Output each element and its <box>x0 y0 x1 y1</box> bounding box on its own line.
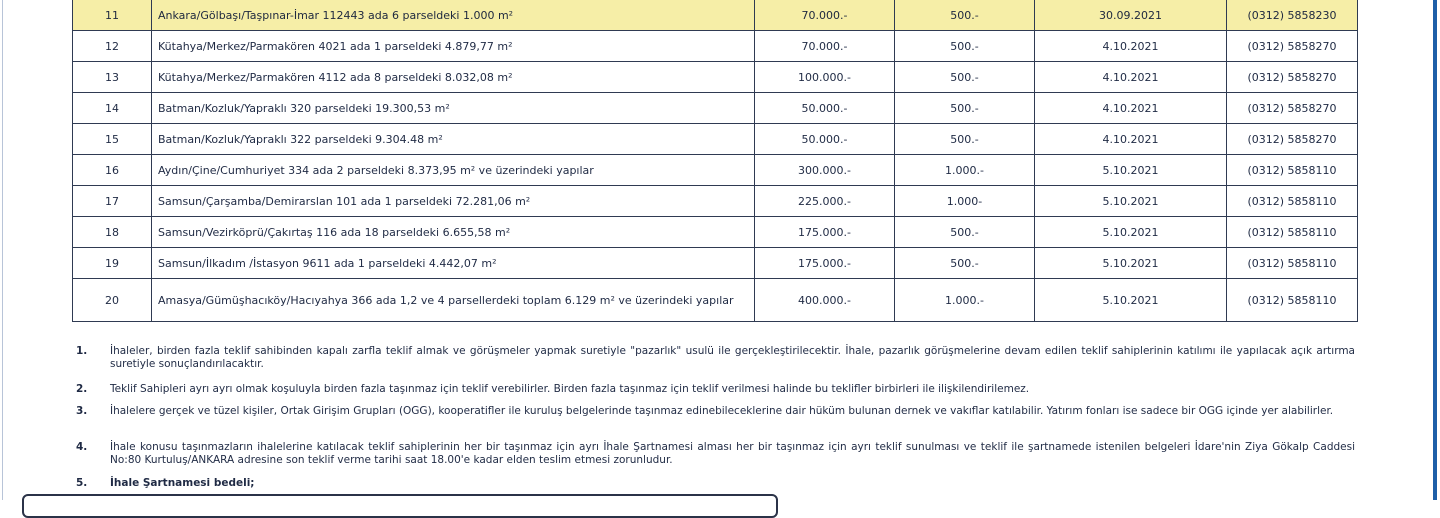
tender-date: 5.10.2021 <box>1035 217 1227 248</box>
estimated-value: 400.000.- <box>755 279 895 322</box>
row-number: 14 <box>73 93 152 124</box>
table-row <box>73 248 1358 279</box>
guarantee-amount: 500.- <box>895 248 1035 279</box>
tender-date: 4.10.2021 <box>1035 93 1227 124</box>
row-number: 17 <box>73 186 152 217</box>
contact-phone: (0312) 5858110 <box>1227 186 1358 217</box>
guarantee-amount: 500.- <box>895 31 1035 62</box>
property-description: Kütahya/Merkez/Parmakören 4112 ada 8 parseldeki 8.032,08 m² <box>152 62 755 93</box>
guarantee-amount: 500.- <box>895 0 1035 31</box>
guarantee-amount: 500.- <box>895 124 1035 155</box>
row-number: 13 <box>73 62 152 93</box>
note-text: Teklif Sahipleri ayrı ayrı olmak koşuluyla birden fazla taşınmaz için teklif verebilirler. Birden fazla taşınmaz için teklif verilmesi halinde bu teklifler birbirleri ile ilişkilendirilemez. <box>110 383 1030 395</box>
table-row <box>73 155 1358 186</box>
table-row <box>73 93 1358 124</box>
guarantee-amount: 1.000.- <box>895 155 1035 186</box>
guarantee-amount: 500.- <box>895 93 1035 124</box>
contact-phone: (0312) 5858110 <box>1227 279 1358 322</box>
table-row <box>73 31 1358 62</box>
contact-phone: (0312) 5858110 <box>1227 217 1358 248</box>
property-description: Samsun/İlkadım /İstasyon 9611 ada 1 parseldeki 4.442,07 m² <box>152 248 755 279</box>
table-row <box>73 186 1358 217</box>
note-text: İhale Şartnamesi bedeli; <box>110 477 255 489</box>
estimated-value: 50.000.- <box>755 124 895 155</box>
row-number: 16 <box>73 155 152 186</box>
guarantee-amount: 1.000.- <box>895 279 1035 322</box>
tender-date: 30.09.2021 <box>1035 0 1227 31</box>
note-number: 2. <box>76 383 88 395</box>
estimated-value: 225.000.- <box>755 186 895 217</box>
note-number: 1. <box>76 345 88 357</box>
tender-date: 4.10.2021 <box>1035 124 1227 155</box>
note-number: 4. <box>76 441 88 453</box>
estimated-value: 300.000.- <box>755 155 895 186</box>
contact-phone: (0312) 5858230 <box>1227 0 1358 31</box>
table-row <box>73 279 1358 322</box>
estimated-value: 100.000.- <box>755 62 895 93</box>
fee-box-frame <box>22 494 778 518</box>
row-number: 11 <box>73 0 152 31</box>
tender-date: 5.10.2021 <box>1035 248 1227 279</box>
property-description: Samsun/Çarşamba/Demirarslan 101 ada 1 parseldeki 72.281,06 m² <box>152 186 755 217</box>
row-number: 18 <box>73 217 152 248</box>
estimated-value: 70.000.- <box>755 0 895 31</box>
note-number: 5. <box>76 477 88 489</box>
tender-date: 5.10.2021 <box>1035 155 1227 186</box>
row-number: 20 <box>73 279 152 322</box>
table-row <box>73 124 1358 155</box>
contact-phone: (0312) 5858270 <box>1227 31 1358 62</box>
contact-phone: (0312) 5858270 <box>1227 93 1358 124</box>
property-listing-table <box>72 0 1358 322</box>
table-row <box>73 0 1358 31</box>
table-row <box>73 62 1358 93</box>
tender-date: 5.10.2021 <box>1035 279 1227 322</box>
row-number: 12 <box>73 31 152 62</box>
estimated-value: 70.000.- <box>755 31 895 62</box>
contact-phone: (0312) 5858110 <box>1227 155 1358 186</box>
estimated-value: 175.000.- <box>755 248 895 279</box>
guarantee-amount: 500.- <box>895 62 1035 93</box>
guarantee-amount: 500.- <box>895 217 1035 248</box>
property-description: Aydın/Çine/Cumhuriyet 334 ada 2 parseldeki 8.373,95 m² ve üzerindeki yapılar <box>152 155 755 186</box>
property-description: Samsun/Vezirköprü/Çakırtaş 116 ada 18 parseldeki 6.655,58 m² <box>152 217 755 248</box>
property-description: Amasya/Gümüşhacıköy/Hacıyahya 366 ada 1,2 ve 4 parsellerdeki toplam 6.129 m² ve üzerindeki yapılar <box>152 279 755 322</box>
table-row <box>73 217 1358 248</box>
contact-phone: (0312) 5858110 <box>1227 248 1358 279</box>
row-number: 15 <box>73 124 152 155</box>
contact-phone: (0312) 5858270 <box>1227 124 1358 155</box>
estimated-value: 50.000.- <box>755 93 895 124</box>
note-number: 3. <box>76 405 88 417</box>
property-description: Batman/Kozluk/Yapraklı 322 parseldeki 9.304.48 m² <box>152 124 755 155</box>
contact-phone: (0312) 5858270 <box>1227 62 1358 93</box>
row-number: 19 <box>73 248 152 279</box>
property-description: Batman/Kozluk/Yapraklı 320 parseldeki 19.300,53 m² <box>152 93 755 124</box>
property-description: Kütahya/Merkez/Parmakören 4021 ada 1 parseldeki 4.879,77 m² <box>152 31 755 62</box>
guarantee-amount: 1.000- <box>895 186 1035 217</box>
note-text: İhale konusu taşınmazların ihalelerine katılacak teklif sahiplerinin her bir taşınmaz için ayrı İhale Şartnamesi alması her bir taşınmaz için ayrı teklif sunulması ve teklif ile şartnamede istenilen belgeleri İdare'nin Ziya Gökalp Caddesi No:80 Kurtuluş/ANKARA adresine son teklif verme tarihi saat 18.00'e kadar elden teslim etmesi zorunludur. <box>110 441 1355 466</box>
property-description: Ankara/Gölbaşı/Taşpınar-İmar 112443 ada 6 parseldeki 1.000 m² <box>152 0 755 31</box>
estimated-value: 175.000.- <box>755 217 895 248</box>
tender-date: 5.10.2021 <box>1035 186 1227 217</box>
note-text: İhalelere gerçek ve tüzel kişiler, Ortak Girişim Grupları (OGG), kooperatifler ile kuruluş belgelerinde taşınmaz edinebileceklerine dair hüküm bulunan dernek ve vakıflar katılabilir. Yatırım fonları ise sadece bir OGG içinde yer alabilirler. <box>110 405 1334 417</box>
page-edge-line <box>2 0 3 500</box>
note-text: İhaleler, birden fazla teklif sahibinden kapalı zarfla teklif almak ve görüşmeler yapmak suretiyle "pazarlık" usulü ile gerçekleştirilecektir. İhale, pazarlık görüşmelerine devam edilen teklif sahiplerinin katılımı ile yapılacak açık artırma suretiyle sonuçlandırılacaktır. <box>110 345 1355 370</box>
page-border-accent <box>1433 0 1437 500</box>
tender-date: 4.10.2021 <box>1035 31 1227 62</box>
tender-date: 4.10.2021 <box>1035 62 1227 93</box>
